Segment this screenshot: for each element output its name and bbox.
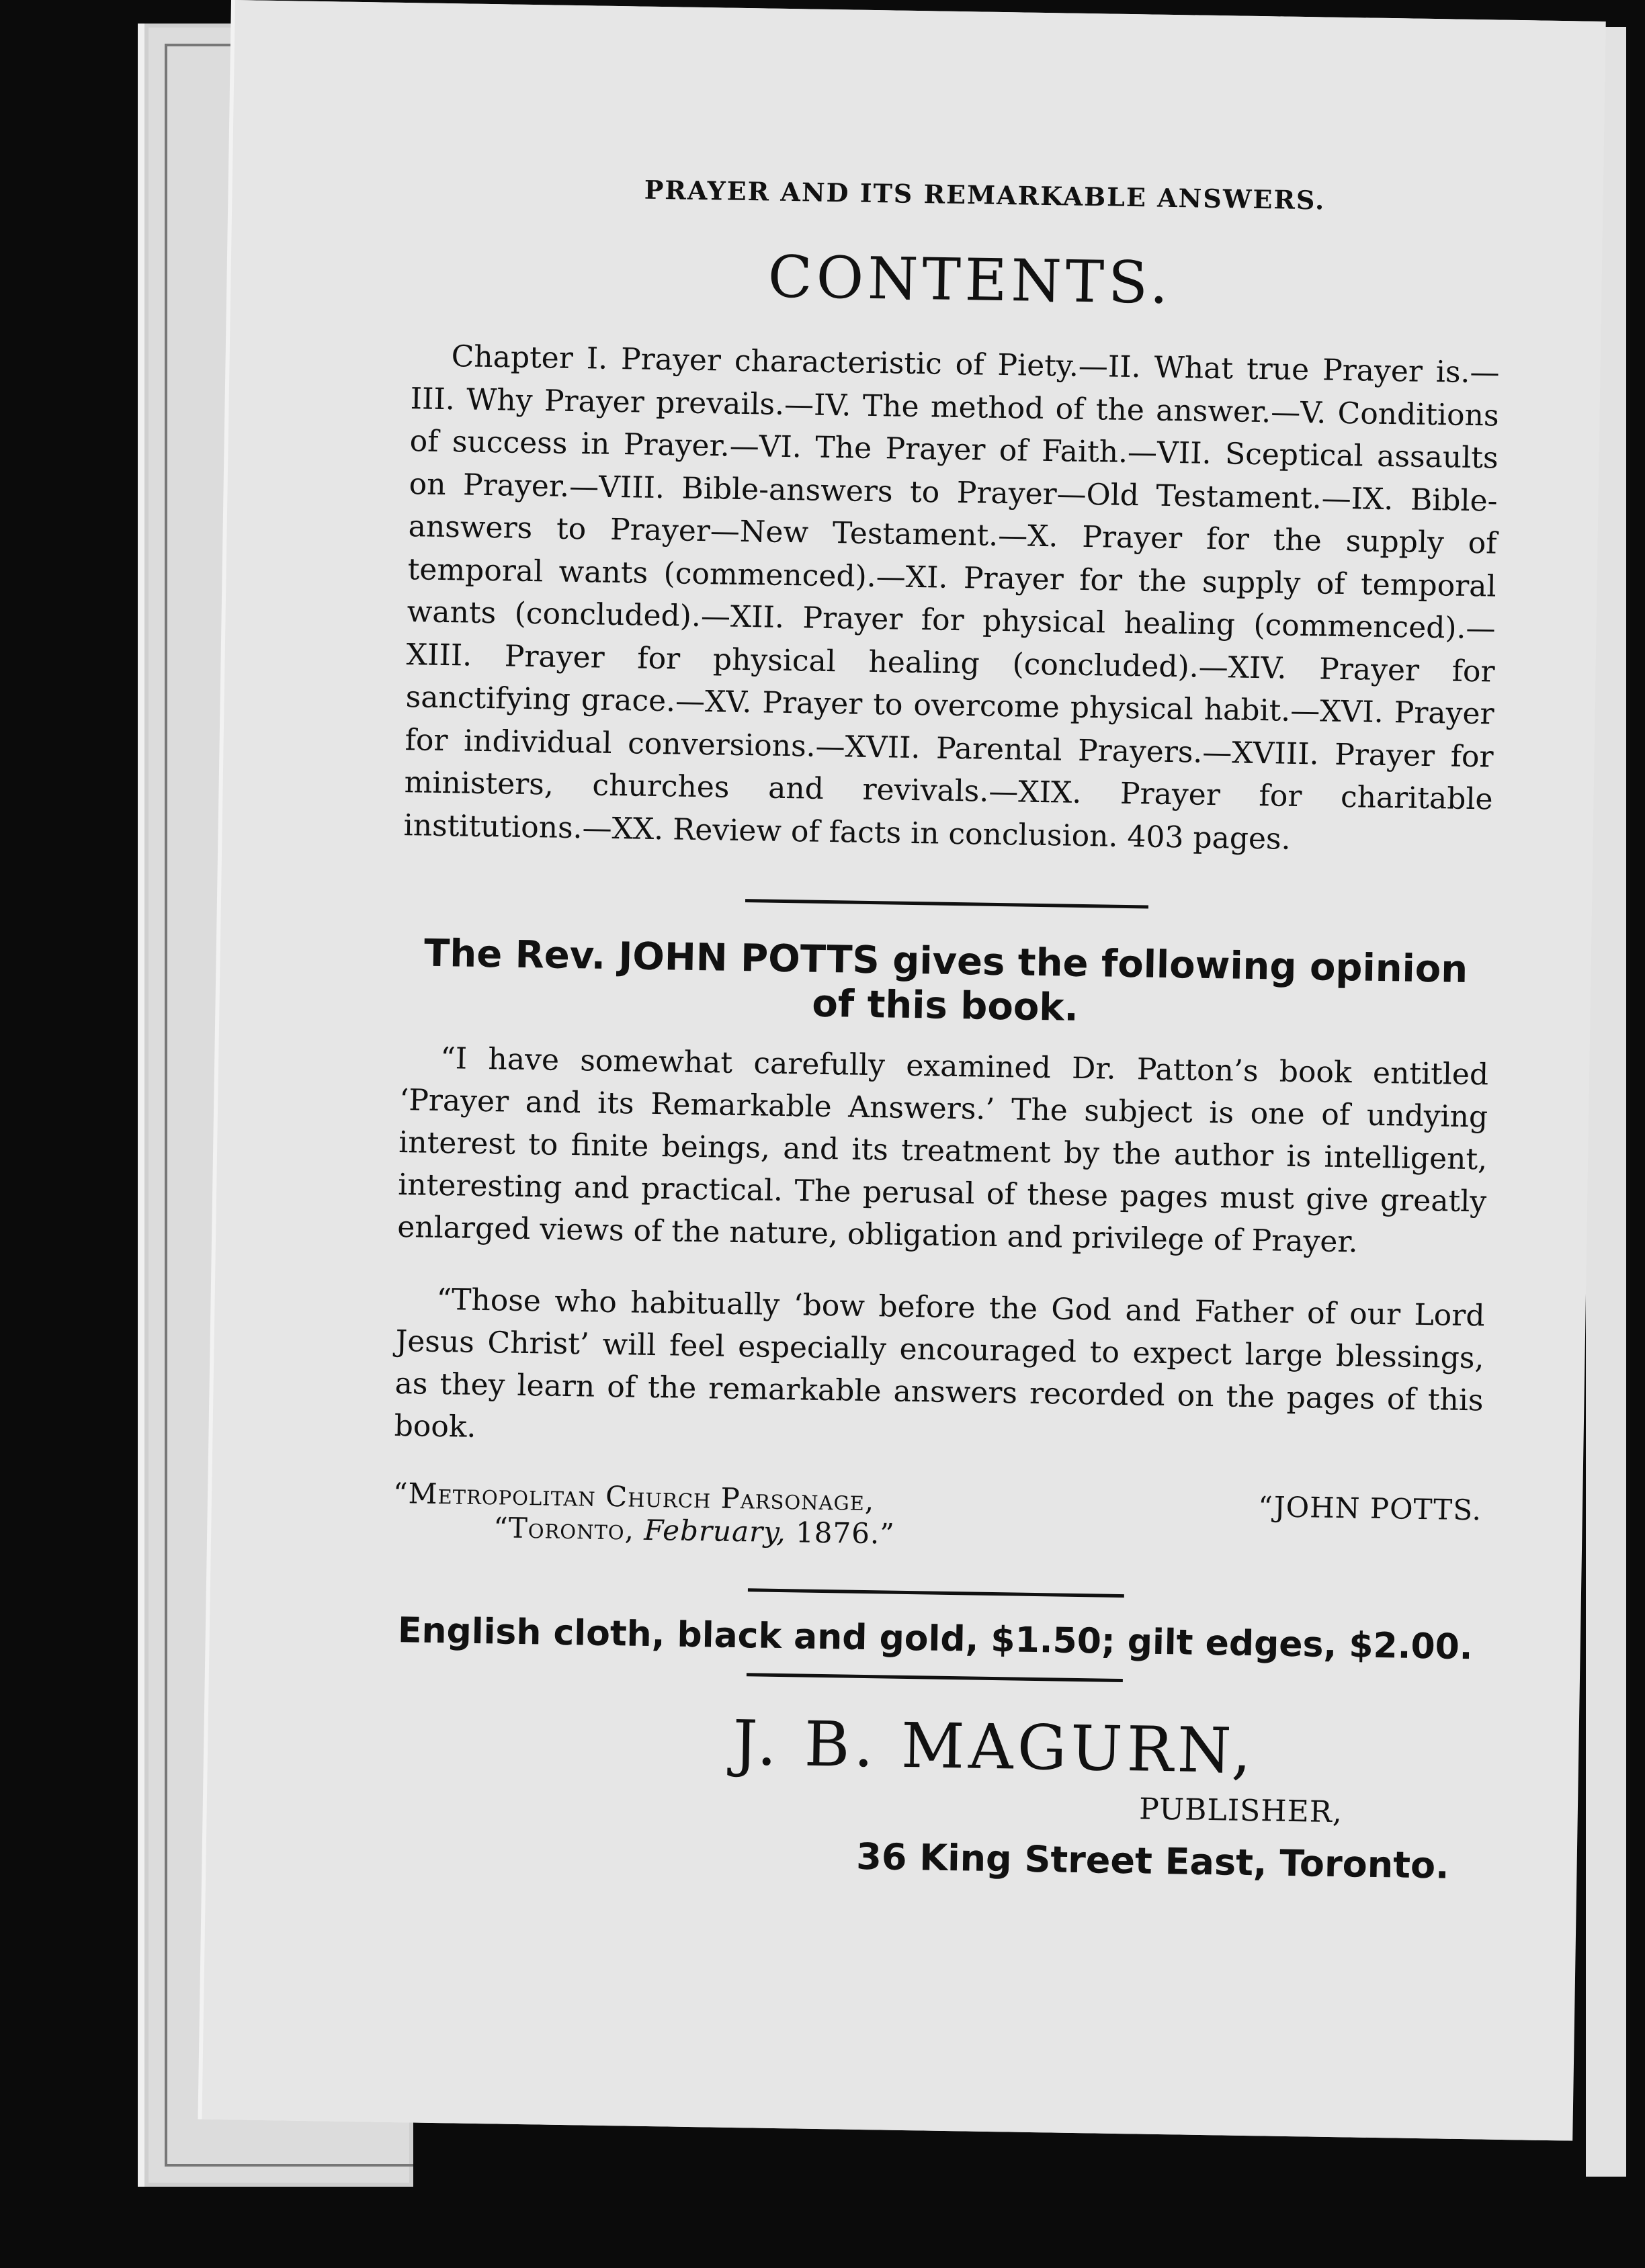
publisher-role: PUBLISHER, (1138, 1792, 1343, 1830)
contents-title: CONTENTS. (767, 243, 1173, 317)
signature-name: “JOHN POTTS. (1258, 1490, 1482, 1527)
signature-month: February, (643, 1513, 787, 1549)
signature-city: “Toronto, (493, 1511, 635, 1546)
divider-rule-2 (748, 1588, 1124, 1602)
contents-text: Chapter I. Prayer characteristic of Piety.—II. What true Prayer is.—III. Why Prayer prevails.—IV. The method of the answer.—V. Conditions of success in Prayer.—VI. The Prayer of Faith.—VII. Sceptical assaults on Prayer.—VIII. Bible-answers to Prayer—Old Testament.—IX. Bible-answers to Prayer—New Testament.—X. Prayer for the supply of temporal wants (commenced).—XI. Prayer for the supply of temporal wants (concluded).—XII. Prayer for physical healing (commenced).—XIII. Prayer for physical healing (concluded).—XIV. Prayer for sanctifying grace.—XV. Prayer to overcome physical habit.—XVI. Prayer for individual conversions.—XVII. Parental Prayers.—XVIII. Prayer for ministers, churches and revivals.—XIX. Prayer for charitable institutions.—XX. Review of facts in conclusion. 403 pages. (403, 339, 1500, 857)
publisher-address: 36 King Street East, Toronto. (855, 1835, 1450, 1887)
running-head: PRAYER AND ITS REMARKABLE ANSWERS. (644, 174, 1326, 216)
signature-place: “Metropolitan Church Parsonage, (392, 1476, 875, 1518)
price-line: English cloth, black and gold, $1.50; gilt edges, $2.00. (397, 1610, 1474, 1668)
quote-paragraph-2: “Those who habitually ‘bow before the God and Father of our Lord Jesus Christ’ will feel especially encouraged to expect large blessings, as they learn of the remarkable answers recorded on the pages of this book. (394, 1282, 1485, 1444)
signature-year: 1876.” (795, 1516, 896, 1551)
publisher-name: J. B. MAGURN, (732, 1706, 1256, 1788)
quote-paragraph-1: “I have somewhat carefully examined Dr. Patton’s book entitled ‘Prayer and its Remarkable Answers.’ The subject is one of undying interest to finite beings, and its treatment by the author is intelligent, interesting and practical. The perusal of these pages must give greatly enlarged views of the nature, obligation and privilege of Prayer. (396, 1041, 1489, 1260)
divider-rule-3 (747, 1673, 1123, 1686)
front-page (202, 0, 1605, 2141)
divider-rule (745, 899, 1148, 912)
page-content (387, 171, 1503, 1887)
opinion-heading: The Rev. JOHN POTTS gives the following opinion of this book. (423, 931, 1468, 1030)
